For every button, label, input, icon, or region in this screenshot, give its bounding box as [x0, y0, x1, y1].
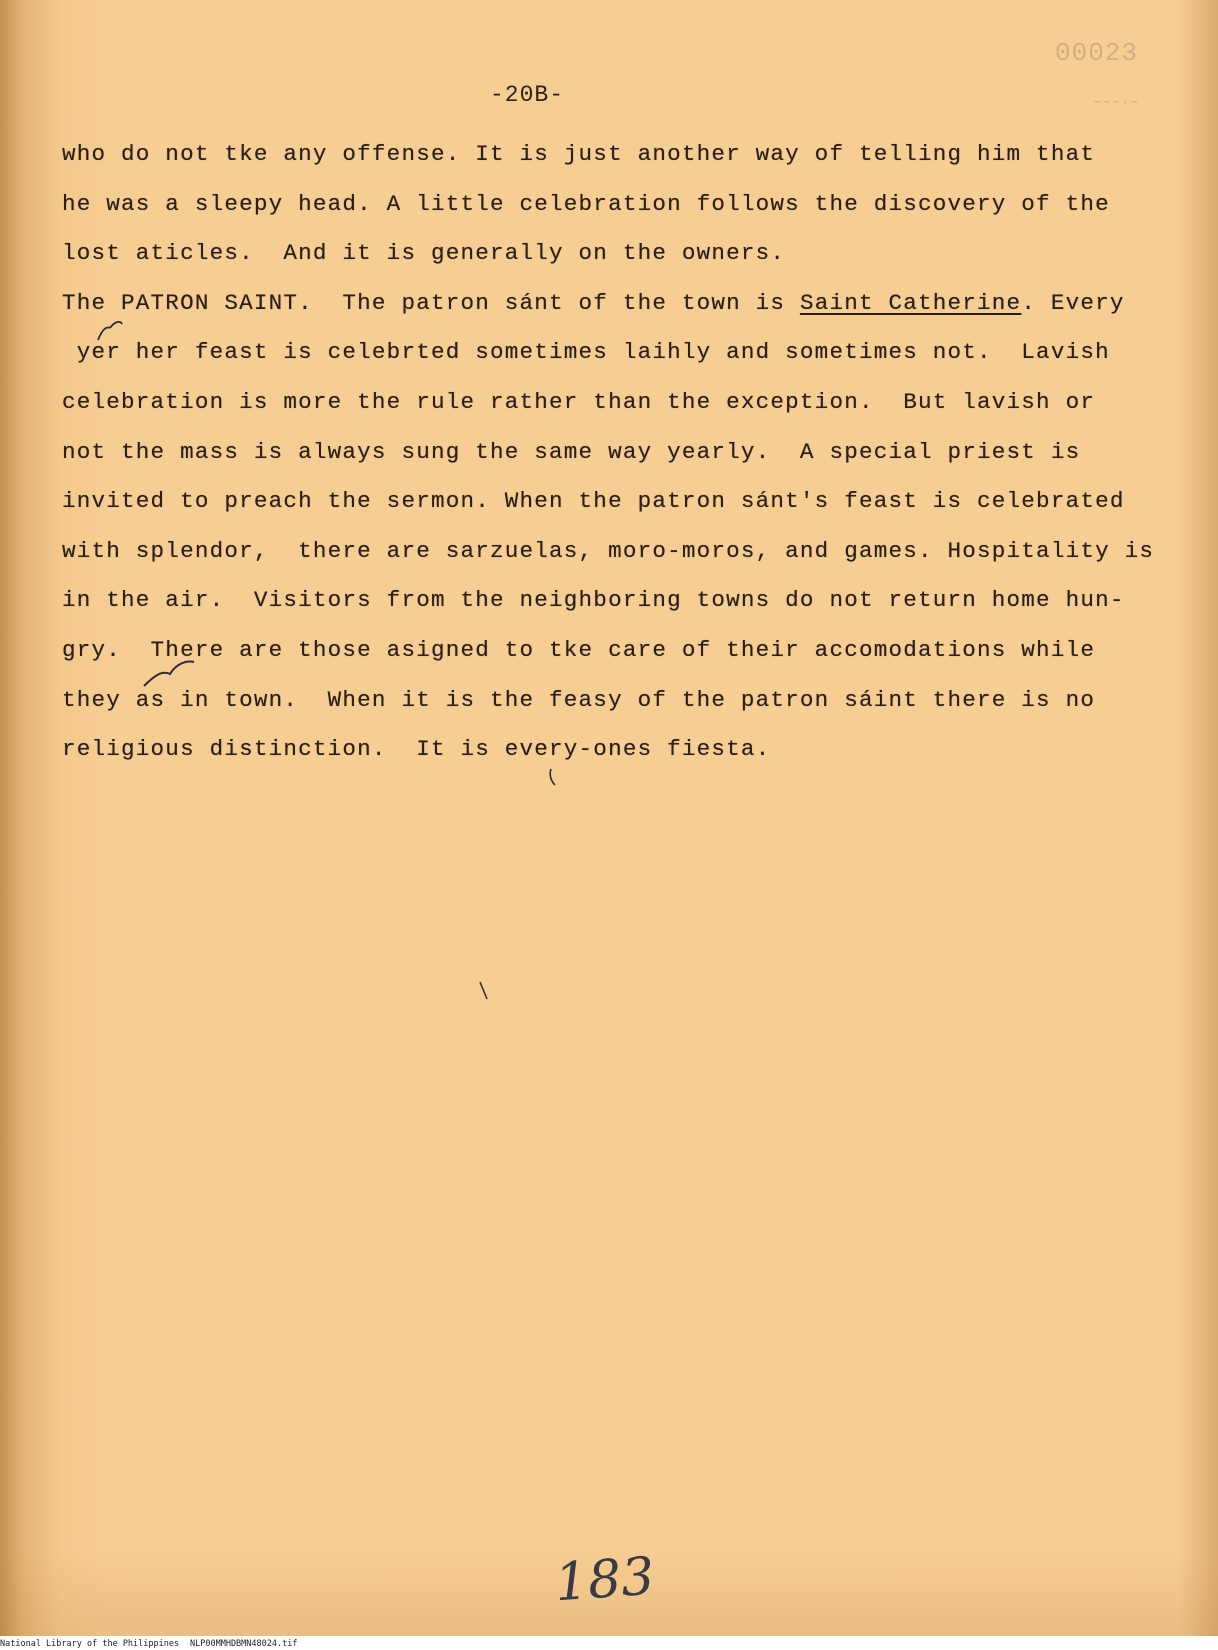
- text-line: gry. There are those asigned to tke care of their accomodations while: [62, 636, 1096, 663]
- text-line-patron-saint: [62, 279, 1192, 329]
- footer-filename: NLP00MMHDBMN48024.tif: [190, 1639, 298, 1649]
- text-line: who do not tke any offense. It is just another way of telling him that: [62, 141, 1096, 167]
- archive-stamp: 00023: [1054, 38, 1138, 68]
- text-line: he was a sleepy head. A little celebration follows the discovery of the: [62, 190, 1110, 217]
- text-line: lost aticles. And it is generally on the owners.: [62, 240, 786, 267]
- text-line: yer her feast is celebrted sometimes laihly and sometimes not. Lavish: [62, 339, 1110, 366]
- text-line: not the mass is always sung the same way yearly. A special priest is: [62, 438, 1081, 465]
- handwritten-page-number: 183: [553, 1546, 657, 1614]
- typed-paragraph: [62, 130, 1192, 775]
- text-line: with splendor, there are sarzuelas, moro-moros, and games. Hospitality is: [62, 537, 1155, 564]
- page-number: -20B-: [490, 82, 565, 108]
- text-line: in the air. Visitors from the neighboring towns do not return home hun-: [62, 587, 1125, 614]
- text-line: religious distinction. It is every-ones fiesta.: [62, 736, 771, 763]
- text-line: invited to preach the sermon. When the patron sánt's feast is celebrated: [62, 488, 1125, 515]
- line-tail: . Every: [1021, 289, 1125, 316]
- pen-stray-mark: [478, 980, 490, 1002]
- text-line: celebration is more the rule rather than the exception. But lavish or: [62, 388, 1096, 415]
- saint-name-underlined: Saint Catherine: [799, 289, 1022, 316]
- footer-library-name: National Library of the Philippines: [0, 1639, 180, 1649]
- text-line: they as in town. When it is the feasy of the patron sáint there is no: [62, 686, 1096, 713]
- scan-footer-bar: [0, 1636, 1218, 1650]
- faint-mark: ~~~·~: [1093, 96, 1140, 110]
- patron-saint-heading: The PATRON SAINT. The patron sánt of the town is: [62, 289, 800, 316]
